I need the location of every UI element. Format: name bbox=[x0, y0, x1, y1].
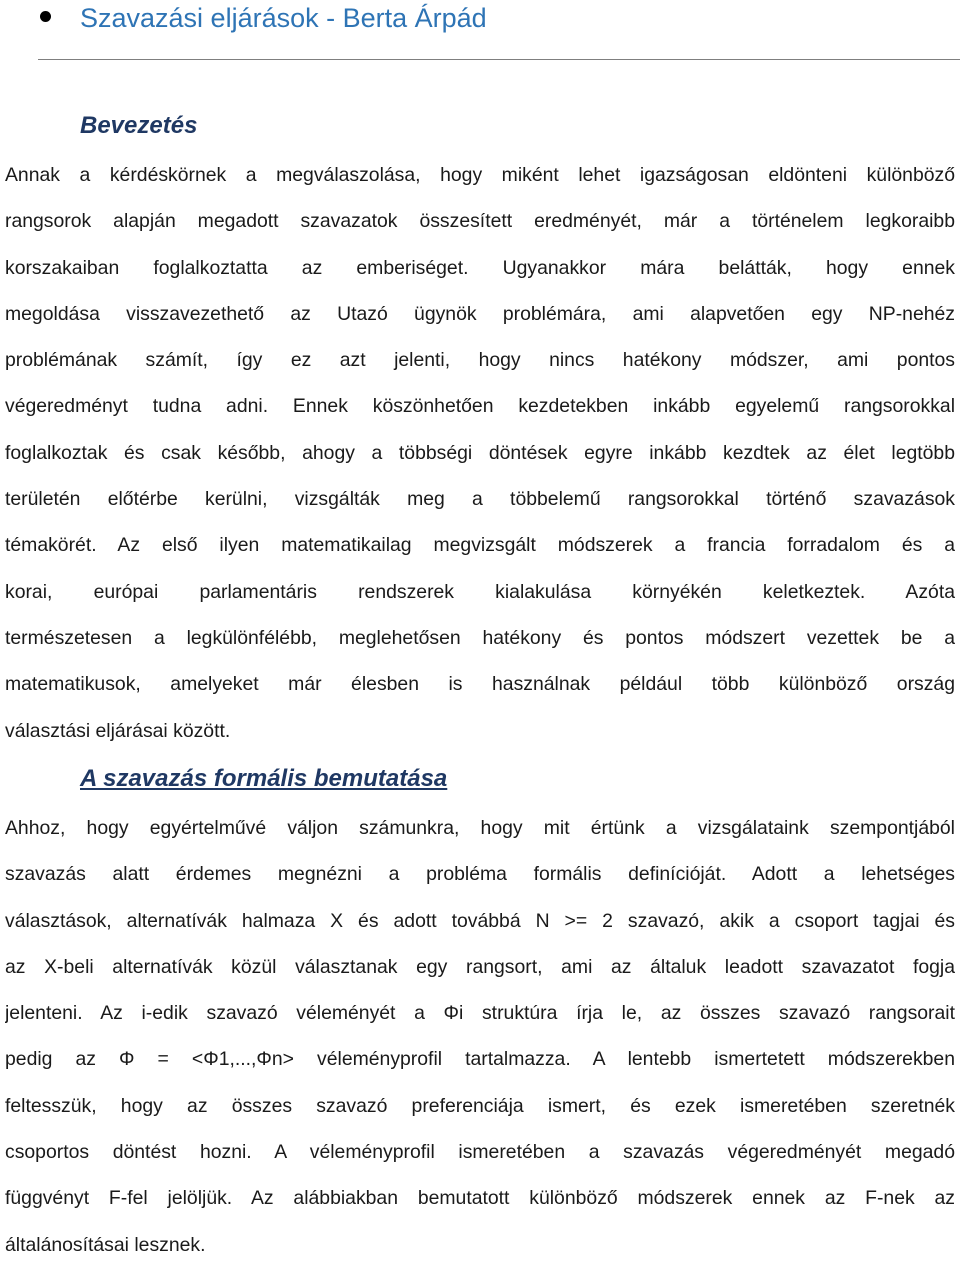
section-heading-bevezetes: Bevezetés bbox=[80, 112, 198, 139]
text-line: témakörét. Az első ilyen matematikailag megvizsgált módszerek a francia forradalom és a bbox=[5, 534, 955, 557]
text-line: függvényt F-fel jelöljük. Az alábbiakban bemutatott különböző módszerek ennek az F-nek az bbox=[5, 1187, 955, 1210]
text-line: megoldása visszavezethető az Utazó ügynök problémára, ami alapvetően egy NP-nehéz bbox=[5, 302, 955, 325]
text-line: feltesszük, hogy az összes szavazó preferenciája ismert, és ezek ismeretében szeretnék bbox=[5, 1094, 955, 1117]
text-line: foglalkoztak és csak később, ahogy a többségi döntések egyre inkább kezdtek az élet legtöbb bbox=[5, 441, 955, 464]
title-row bbox=[0, 0, 960, 40]
text-line: jelenteni. Az i-edik szavazó véleményét a Φi struktúra írja le, az összes szavazó rangsorait bbox=[5, 1002, 955, 1025]
text-line: rangsorok alapján megadott szavazatok összesített eredményét, már a történelem legkoraibb bbox=[5, 210, 955, 233]
text-line: általánosításai lesznek. bbox=[5, 1233, 206, 1256]
text-line: korszakaiban foglalkoztatta az emberiséget. Ugyanakkor mára belátták, hogy ennek bbox=[5, 256, 955, 279]
text-line: pedig az Φ = <Φ1,...,Φn> véleményprofil tartalmazza. A lentebb ismertetett módszerekben bbox=[5, 1048, 955, 1071]
text-line: az X-beli alternatívák közül választanak egy rangsort, ami az általuk leadott szavazatot fogja bbox=[5, 955, 955, 978]
text-line: matematikusok, amelyeket már élesben is használnak például több különböző ország bbox=[5, 673, 955, 696]
bullet-dot-icon bbox=[40, 11, 51, 22]
text-line: választások, alternatívák halmaza X és adott továbbá N >= 2 szavazó, akik a csoport tagjai és bbox=[5, 909, 955, 932]
title-divider bbox=[38, 59, 960, 60]
text-line: Ahhoz, hogy egyértelművé váljon számunkra, hogy mit értünk a vizsgálataink szempontjából bbox=[5, 817, 955, 839]
text-line: problémának számít, így ez azt jelenti, hogy nincs hatékony módszer, ami pontos bbox=[5, 349, 955, 372]
document-title: Szavazási eljárások - Berta Árpád bbox=[80, 3, 487, 33]
text-line: csoportos döntést hozni. A véleményprofil ismeretében a szavazás végeredményét megadó bbox=[5, 1141, 955, 1164]
section-heading-formalis: A szavazás formális bemutatása bbox=[80, 765, 448, 792]
text-line: választási eljárásai között. bbox=[5, 719, 231, 742]
text-line: szavazás alatt érdemes megnézni a probléma formális definícióját. Adott a lehetséges bbox=[5, 863, 955, 886]
text-line: korai, európai parlamentáris rendszerek kialakulása környékén keletkeztek. Azóta bbox=[5, 580, 955, 603]
text-line: területén előtérbe kerülni, vizsgálták meg a többelemű rangsorokkal történő szavazások bbox=[5, 488, 955, 511]
text-line: végeredményt tudna adni. Ennek köszönhetően kezdetekben inkább egyelemű rangsorokkal bbox=[5, 395, 955, 418]
text-line: Annak a kérdéskörnek a megválaszolása, hogy miként lehet igazságosan eldönteni különböző bbox=[5, 164, 955, 186]
text-line: természetesen a legkülönfélébb, meglehetősen hatékony és pontos módszert vezettek be a bbox=[5, 626, 955, 649]
paragraph-formalis bbox=[5, 815, 955, 1278]
paragraph-bevezetes bbox=[5, 162, 955, 764]
